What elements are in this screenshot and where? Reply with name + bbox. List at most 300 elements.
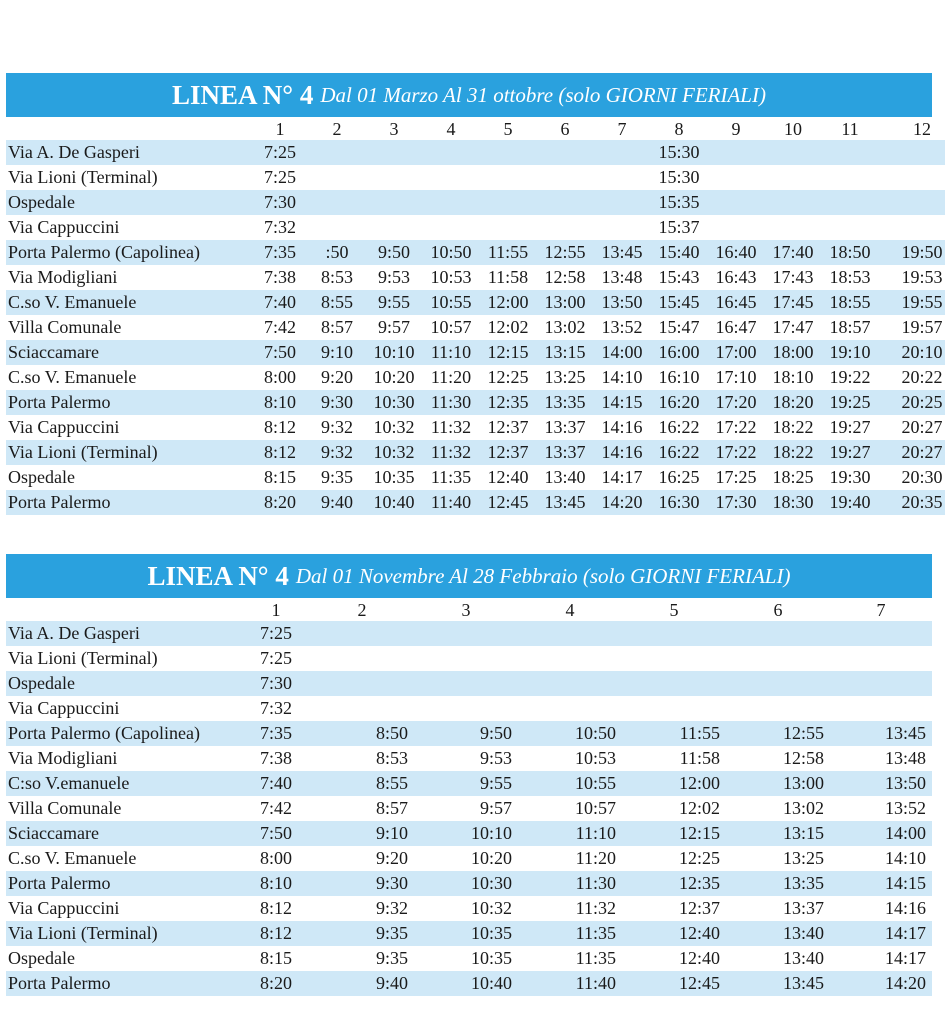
run-number-header: 1 [275, 118, 285, 139]
departure-time: 14:15 [598, 390, 646, 415]
departure-time: 7:42 [256, 315, 304, 340]
departure-time [622, 671, 726, 696]
departure-time: 11:30 [418, 390, 484, 415]
stop-name: Porta Palermo (Capolinea) [6, 240, 256, 265]
departure-time: 16:20 [646, 390, 712, 415]
table-row [6, 140, 945, 165]
departure-time [712, 215, 760, 240]
departure-time: 18:22 [760, 440, 826, 465]
departure-time: 13:40 [726, 921, 830, 946]
departure-time: 10:57 [418, 315, 484, 340]
table-row [6, 921, 932, 946]
departure-time [598, 165, 646, 190]
departure-time: 12:45 [484, 490, 532, 515]
timetable-winter-table [6, 598, 932, 996]
stop-name: C.so V. Emanuele [6, 290, 256, 315]
departure-time: 17:20 [712, 390, 760, 415]
departure-time: 12:35 [622, 871, 726, 896]
table-row [6, 671, 932, 696]
departure-time [310, 671, 414, 696]
departure-time: 9:20 [304, 365, 370, 390]
departure-time: 15:47 [646, 315, 712, 340]
departure-time: 8:20 [256, 490, 304, 515]
departure-time: 17:10 [712, 365, 760, 390]
departure-time: 17:30 [712, 490, 760, 515]
table-row [6, 265, 945, 290]
departure-time: 10:55 [518, 771, 622, 796]
departure-time: 13:37 [532, 415, 598, 440]
departure-time: 20:10 [874, 340, 945, 365]
timetable-summer-table [6, 117, 945, 515]
departure-time: 9:30 [310, 871, 414, 896]
departure-time [532, 190, 598, 215]
stop-name: Via Cappuccini [6, 696, 242, 721]
departure-time: 10:55 [418, 290, 484, 315]
departure-time: 11:35 [518, 946, 622, 971]
departure-time: 14:17 [598, 465, 646, 490]
departure-time [484, 140, 532, 165]
departure-time: 15:35 [646, 190, 712, 215]
departure-time: 17:22 [712, 440, 760, 465]
departure-time: 17:47 [760, 315, 826, 340]
departure-time: 12:37 [622, 896, 726, 921]
departure-time [518, 671, 622, 696]
departure-time: 20:30 [874, 465, 945, 490]
departure-time: 10:20 [370, 365, 418, 390]
departure-time: 7:32 [242, 696, 310, 721]
departure-time: 13:50 [598, 290, 646, 315]
departure-time: 9:50 [370, 240, 418, 265]
departure-time: 10:57 [518, 796, 622, 821]
departure-time: 8:55 [310, 771, 414, 796]
departure-time: 14:15 [830, 871, 932, 896]
departure-time: 13:25 [726, 846, 830, 871]
stop-name: Via Cappuccini [6, 415, 256, 440]
departure-time: 16:43 [712, 265, 760, 290]
table-row [6, 165, 945, 190]
departure-time [532, 140, 598, 165]
stop-name: Porta Palermo [6, 871, 242, 896]
departure-time: 7:25 [256, 140, 304, 165]
departure-time: 13:45 [726, 971, 830, 996]
departure-time: 10:53 [518, 746, 622, 771]
departure-time: 19:27 [826, 415, 874, 440]
departure-time [414, 621, 518, 646]
departure-time: 11:30 [518, 871, 622, 896]
departure-time: 12:37 [484, 415, 532, 440]
table-row [6, 796, 932, 821]
departure-time: 9:35 [310, 921, 414, 946]
departure-time: 8:10 [242, 871, 310, 896]
departure-time: 12:00 [484, 290, 532, 315]
stop-name: Porta Palermo [6, 490, 256, 515]
departure-time: 11:10 [418, 340, 484, 365]
departure-time [418, 190, 484, 215]
departure-time: 18:20 [760, 390, 826, 415]
departure-time: 19:53 [874, 265, 945, 290]
departure-time: 10:50 [418, 240, 484, 265]
departure-time [712, 165, 760, 190]
departure-time [826, 140, 874, 165]
departure-time: 17:43 [760, 265, 826, 290]
departure-time [484, 190, 532, 215]
departure-time: 7:30 [256, 190, 304, 215]
departure-time [304, 140, 370, 165]
departure-time: 12:40 [484, 465, 532, 490]
departure-time [414, 696, 518, 721]
departure-time: 8:12 [256, 440, 304, 465]
departure-time: 13:02 [726, 796, 830, 821]
departure-time [760, 215, 826, 240]
departure-time: 10:10 [414, 821, 518, 846]
departure-time: 19:50 [874, 240, 945, 265]
departure-time: 15:40 [646, 240, 712, 265]
run-number-header: 1 [271, 599, 281, 620]
departure-time: 14:16 [598, 415, 646, 440]
departure-time [370, 140, 418, 165]
departure-time [760, 140, 826, 165]
table-row [6, 946, 932, 971]
departure-time: 20:27 [874, 440, 945, 465]
stop-name: Sciaccamare [6, 821, 242, 846]
departure-time: 12:40 [622, 946, 726, 971]
departure-time: 8:50 [310, 721, 414, 746]
departure-time: 12:37 [484, 440, 532, 465]
departure-time [518, 646, 622, 671]
run-number-header: 4 [565, 599, 575, 620]
departure-time [304, 165, 370, 190]
departure-time: 7:50 [256, 340, 304, 365]
departure-time: 11:20 [518, 846, 622, 871]
departure-time [370, 215, 418, 240]
departure-time: 19:57 [874, 315, 945, 340]
departure-time: 20:27 [874, 415, 945, 440]
table-row [6, 215, 945, 240]
departure-time: 16:47 [712, 315, 760, 340]
departure-time [726, 646, 830, 671]
departure-time: 11:40 [418, 490, 484, 515]
header-corner [6, 117, 256, 140]
departure-time: 9:40 [304, 490, 370, 515]
departure-time: 11:40 [518, 971, 622, 996]
departure-time: 9:57 [370, 315, 418, 340]
run-number-header: 4 [446, 118, 456, 139]
table-row [6, 896, 932, 921]
departure-time: 14:17 [830, 921, 932, 946]
run-number-header: 7 [617, 118, 627, 139]
departure-time [874, 140, 945, 165]
departure-time: 11:55 [622, 721, 726, 746]
departure-time: 17:40 [760, 240, 826, 265]
departure-time [598, 140, 646, 165]
departure-time: 18:25 [760, 465, 826, 490]
departure-time: 9:40 [310, 971, 414, 996]
header-corner [6, 598, 242, 621]
table-row [6, 365, 945, 390]
departure-time: 13:15 [532, 340, 598, 365]
departure-time: 13:40 [532, 465, 598, 490]
departure-time: 8:57 [304, 315, 370, 340]
departure-time: 15:43 [646, 265, 712, 290]
departure-time: 15:37 [646, 215, 712, 240]
departure-time [874, 165, 945, 190]
departure-time [310, 696, 414, 721]
departure-time: 9:10 [304, 340, 370, 365]
departure-time: 19:27 [826, 440, 874, 465]
departure-time: 12:35 [484, 390, 532, 415]
departure-time: 12:02 [484, 315, 532, 340]
departure-time: 10:32 [414, 896, 518, 921]
departure-time [622, 621, 726, 646]
departure-time: 15:30 [646, 165, 712, 190]
stop-name: Via A. De Gasperi [6, 140, 256, 165]
departure-time [874, 215, 945, 240]
departure-time [414, 646, 518, 671]
stop-name: Via Modigliani [6, 746, 242, 771]
run-number-header: 6 [560, 118, 570, 139]
departure-time: 9:10 [310, 821, 414, 846]
departure-time [414, 671, 518, 696]
run-number-header: 12 [913, 118, 931, 139]
departure-time: 9:50 [414, 721, 518, 746]
departure-time: 13:40 [726, 946, 830, 971]
departure-time: 7:35 [242, 721, 310, 746]
departure-time: 12:45 [622, 971, 726, 996]
run-number-header: 5 [669, 599, 679, 620]
departure-time: 7:30 [242, 671, 310, 696]
departure-time [304, 215, 370, 240]
departure-time: 15:45 [646, 290, 712, 315]
departure-time: 10:30 [370, 390, 418, 415]
departure-time: 11:35 [418, 465, 484, 490]
departure-time: 14:16 [830, 896, 932, 921]
departure-time: 9:55 [370, 290, 418, 315]
timetable-winter [6, 554, 932, 996]
line-title: LINEA N° 4 [147, 560, 289, 591]
departure-time: 14:00 [598, 340, 646, 365]
departure-time [310, 621, 414, 646]
departure-time [712, 140, 760, 165]
departure-time: 20:22 [874, 365, 945, 390]
departure-time [484, 165, 532, 190]
table-row [6, 465, 945, 490]
departure-time: 18:57 [826, 315, 874, 340]
departure-time: 7:32 [256, 215, 304, 240]
departure-time: 11:10 [518, 821, 622, 846]
departure-time: 8:10 [256, 390, 304, 415]
table-row [6, 721, 932, 746]
departure-time: 17:45 [760, 290, 826, 315]
departure-time: 19:22 [826, 365, 874, 390]
departure-time: 19:10 [826, 340, 874, 365]
stop-name: Porta Palermo [6, 971, 242, 996]
departure-time: 11:32 [518, 896, 622, 921]
validity-period: Dal 01 Novembre Al 28 Febbraio (solo GIORNI FERIALI) [295, 563, 791, 588]
departure-time: 20:35 [874, 490, 945, 515]
departure-time [622, 696, 726, 721]
departure-time: 10:32 [370, 415, 418, 440]
departure-time: 10:40 [370, 490, 418, 515]
departure-time: 9:20 [310, 846, 414, 871]
departure-time: 17:22 [712, 415, 760, 440]
departure-time: 16:40 [712, 240, 760, 265]
line-title: LINEA N° 4 [172, 79, 314, 110]
departure-time: 12:25 [622, 846, 726, 871]
departure-time: 13:48 [830, 746, 932, 771]
departure-time [484, 215, 532, 240]
stop-name: Porta Palermo (Capolinea) [6, 721, 242, 746]
departure-time: 7:38 [242, 746, 310, 771]
departure-time: 13:48 [598, 265, 646, 290]
departure-time [418, 165, 484, 190]
departure-time: 12:58 [532, 265, 598, 290]
column-header-row [6, 117, 945, 140]
departure-time [826, 215, 874, 240]
departure-time: 16:30 [646, 490, 712, 515]
departure-time: 10:10 [370, 340, 418, 365]
departure-time [418, 215, 484, 240]
departure-time: 9:32 [304, 440, 370, 465]
departure-time: 8:15 [256, 465, 304, 490]
table-row [6, 821, 932, 846]
departure-time: 9:53 [370, 265, 418, 290]
stop-name: Via Cappuccini [6, 896, 242, 921]
departure-time: 18:00 [760, 340, 826, 365]
departure-time: 8:53 [310, 746, 414, 771]
table-row [6, 390, 945, 415]
timetable-summer [6, 73, 943, 515]
stop-name: Via Lioni (Terminal) [6, 921, 242, 946]
departure-time: 7:25 [242, 621, 310, 646]
stop-name: Via Modigliani [6, 265, 256, 290]
run-number-header: 3 [389, 118, 399, 139]
timetable-summer-title-bar [6, 73, 932, 117]
departure-time: 10:30 [414, 871, 518, 896]
table-row [6, 771, 932, 796]
departure-time: 12:25 [484, 365, 532, 390]
departure-time [304, 190, 370, 215]
departure-time: 16:22 [646, 415, 712, 440]
departure-time: 10:35 [414, 946, 518, 971]
run-number-header: 11 [841, 118, 859, 139]
departure-time: 9:32 [304, 415, 370, 440]
departure-time: 18:50 [826, 240, 874, 265]
run-number-header: 2 [357, 599, 367, 620]
departure-time [370, 190, 418, 215]
stop-name: Ospedale [6, 190, 256, 215]
departure-time: 7:50 [242, 821, 310, 846]
departure-time: :50 [304, 240, 370, 265]
departure-time: 11:32 [418, 415, 484, 440]
departure-time [760, 190, 826, 215]
table-row [6, 340, 945, 365]
table-row [6, 440, 945, 465]
departure-time: 16:25 [646, 465, 712, 490]
departure-time: 7:40 [256, 290, 304, 315]
departure-time [532, 165, 598, 190]
table-row [6, 190, 945, 215]
departure-time [726, 621, 830, 646]
departure-time: 14:17 [830, 946, 932, 971]
departure-time: 13:45 [598, 240, 646, 265]
table-row [6, 490, 945, 515]
departure-time [826, 165, 874, 190]
departure-time [622, 646, 726, 671]
departure-time [726, 671, 830, 696]
stop-name: Via Lioni (Terminal) [6, 165, 256, 190]
departure-time: 10:32 [370, 440, 418, 465]
run-number-header: 9 [731, 118, 741, 139]
departure-time: 8:12 [256, 415, 304, 440]
departure-time: 8:55 [304, 290, 370, 315]
departure-time: 11:58 [484, 265, 532, 290]
table-row [6, 746, 932, 771]
departure-time: 13:45 [532, 490, 598, 515]
run-number-header: 5 [503, 118, 513, 139]
departure-time: 16:10 [646, 365, 712, 390]
departure-time: 11:35 [518, 921, 622, 946]
departure-time: 8:00 [242, 846, 310, 871]
departure-time [830, 696, 932, 721]
departure-time: 18:22 [760, 415, 826, 440]
departure-time: 11:32 [418, 440, 484, 465]
departure-time: 12:55 [726, 721, 830, 746]
departure-time [760, 165, 826, 190]
departure-time [830, 621, 932, 646]
departure-time: 10:53 [418, 265, 484, 290]
departure-time: 8:12 [242, 896, 310, 921]
table-row [6, 240, 945, 265]
departure-time: 9:32 [310, 896, 414, 921]
departure-time: 9:35 [310, 946, 414, 971]
stop-name: Via Lioni (Terminal) [6, 440, 256, 465]
departure-time [518, 621, 622, 646]
run-number-header: 2 [332, 118, 342, 139]
departure-time: 10:35 [414, 921, 518, 946]
departure-time: 9:53 [414, 746, 518, 771]
departure-time: 13:35 [726, 871, 830, 896]
departure-time: 9:57 [414, 796, 518, 821]
stop-name: Villa Comunale [6, 315, 256, 340]
departure-time: 20:25 [874, 390, 945, 415]
departure-time: 9:55 [414, 771, 518, 796]
departure-time: 8:15 [242, 946, 310, 971]
departure-time: 7:42 [242, 796, 310, 821]
stop-name: Ospedale [6, 465, 256, 490]
table-row [6, 290, 945, 315]
stop-name: Sciaccamare [6, 340, 256, 365]
departure-time [712, 190, 760, 215]
stop-name: Villa Comunale [6, 796, 242, 821]
table-row [6, 846, 932, 871]
departure-time: 8:00 [256, 365, 304, 390]
departure-time: 11:20 [418, 365, 484, 390]
departure-time: 7:35 [256, 240, 304, 265]
departure-time: 16:45 [712, 290, 760, 315]
departure-time: 12:58 [726, 746, 830, 771]
departure-time: 12:55 [532, 240, 598, 265]
departure-time: 13:35 [532, 390, 598, 415]
departure-time: 19:55 [874, 290, 945, 315]
departure-time: 14:16 [598, 440, 646, 465]
departure-time: 7:25 [242, 646, 310, 671]
departure-time: 15:30 [646, 140, 712, 165]
run-number-header: 3 [461, 599, 471, 620]
departure-time: 13:37 [726, 896, 830, 921]
table-row [6, 971, 932, 996]
departure-time: 7:25 [256, 165, 304, 190]
run-number-header: 10 [784, 118, 802, 139]
